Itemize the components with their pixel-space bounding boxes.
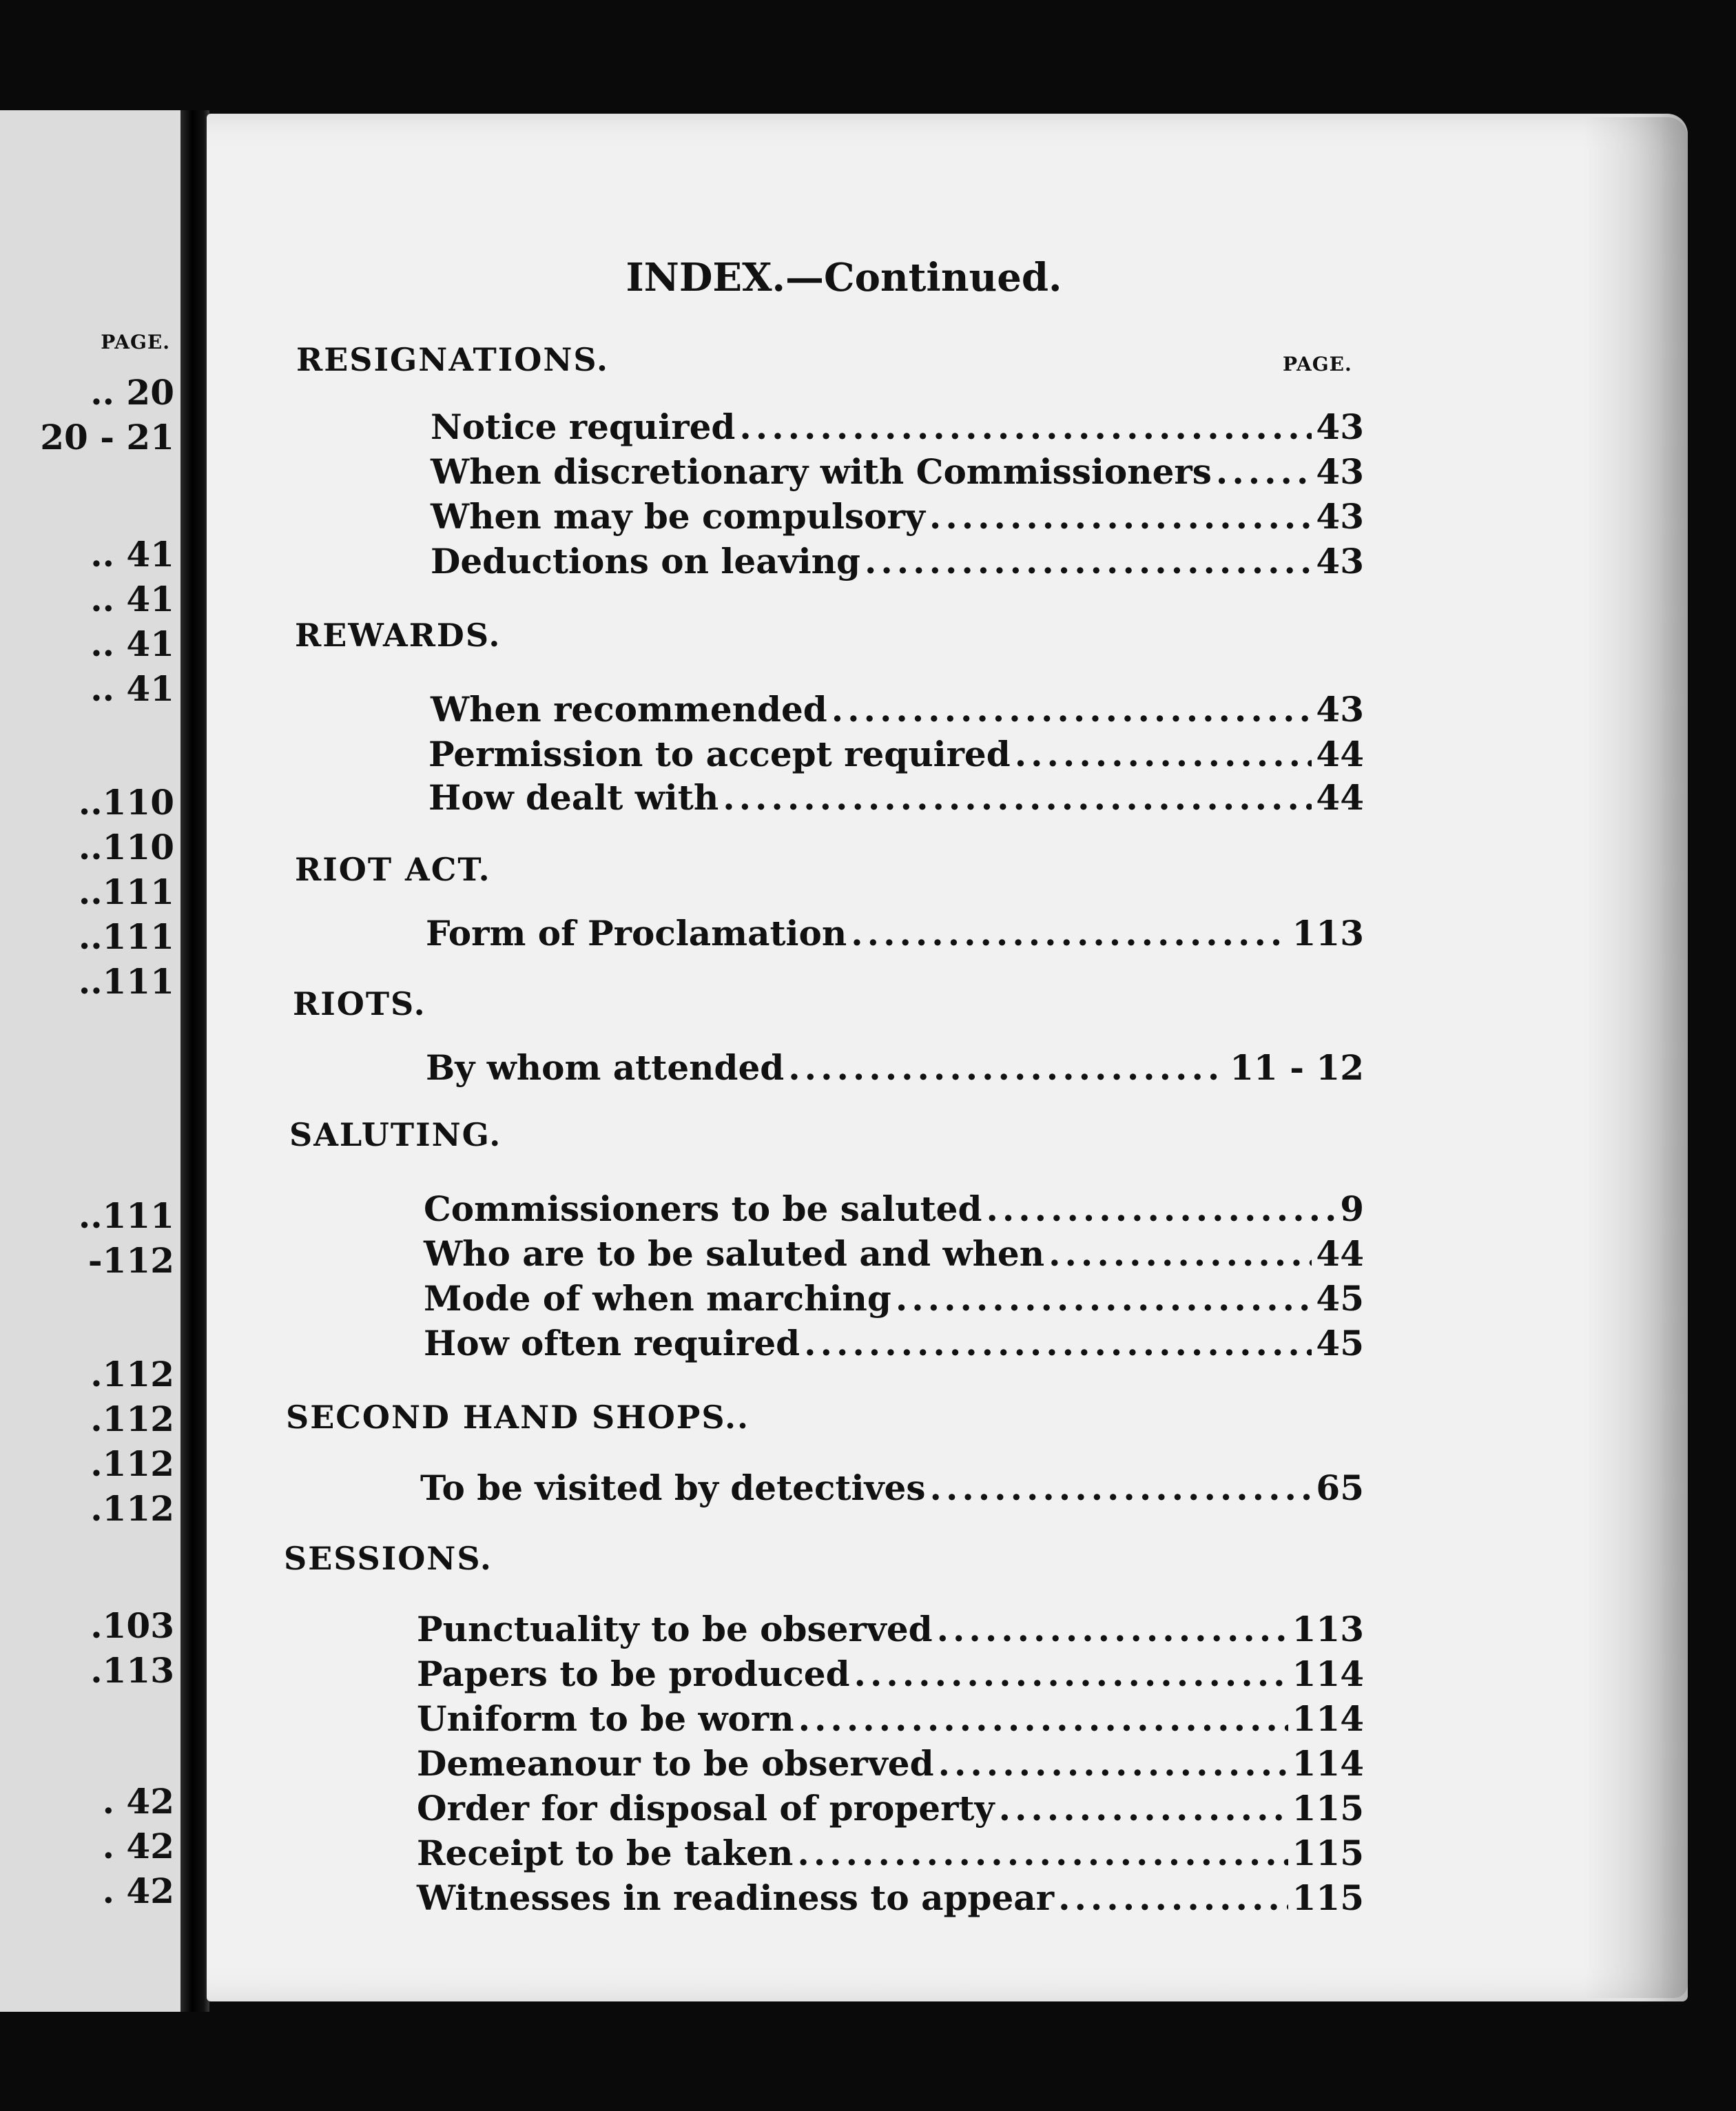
entry-label: Commissioners to be saluted xyxy=(424,1188,982,1229)
entry-page-number: 115 xyxy=(1292,1877,1364,1918)
previous-page-entry: ..111 xyxy=(78,1195,174,1236)
section-heading: SALUTING. xyxy=(289,1116,502,1153)
entry-page-number: 114 xyxy=(1292,1654,1364,1694)
dot-leader xyxy=(804,1323,1312,1363)
dot-leader xyxy=(1048,1233,1312,1274)
index-entry xyxy=(417,1698,1364,1741)
entry-label: When discretionary with Commissioners xyxy=(431,451,1212,492)
page-title: INDEX.—Continued. xyxy=(626,255,1062,300)
section-heading: SECOND HAND SHOPS.. xyxy=(286,1399,750,1436)
dot-leader xyxy=(938,1743,1288,1784)
entry-label: Notice required xyxy=(431,406,736,447)
index-entry xyxy=(417,1788,1364,1831)
entry-page-number: 43 xyxy=(1316,541,1364,581)
previous-page-fragment xyxy=(0,110,183,2012)
entry-label: Witnesses in readiness to appear xyxy=(417,1877,1055,1918)
entry-page-number: 43 xyxy=(1316,689,1364,730)
index-entry xyxy=(420,1468,1364,1510)
entry-page-number: 44 xyxy=(1316,1233,1364,1274)
index-entry xyxy=(431,541,1364,584)
previous-page-entry: .112 xyxy=(90,1488,174,1529)
page-column-heading: PAGE. xyxy=(1283,353,1352,375)
previous-page-entry: .. 41 xyxy=(90,668,174,709)
index-entry xyxy=(431,689,1364,732)
entry-page-number: 9 xyxy=(1340,1188,1364,1229)
previous-page-entry: .. 41 xyxy=(90,624,174,664)
entry-page-number: 65 xyxy=(1316,1468,1364,1508)
entry-page-number: 11 - 12 xyxy=(1230,1047,1364,1088)
index-entry xyxy=(424,1233,1364,1276)
entry-label: When may be compulsory xyxy=(431,496,925,537)
dot-leader xyxy=(999,1788,1288,1829)
previous-page-entry: -112 xyxy=(87,1240,174,1281)
index-entry xyxy=(424,1188,1364,1231)
index-entry xyxy=(417,1609,1364,1651)
entry-label: How dealt with xyxy=(428,777,719,818)
index-entry xyxy=(417,1833,1364,1875)
previous-page-entry: .. 41 xyxy=(90,534,174,575)
entry-page-number: 115 xyxy=(1292,1833,1364,1873)
entry-label: Order for disposal of property xyxy=(417,1788,995,1829)
dot-leader xyxy=(788,1047,1226,1088)
index-entry xyxy=(417,1654,1364,1696)
entry-label: Uniform to be worn xyxy=(417,1698,794,1739)
entry-label: Receipt to be taken xyxy=(417,1833,794,1873)
previous-page-heading: PAGE. xyxy=(101,331,170,353)
previous-page-entry: .. 20 xyxy=(90,372,174,413)
entry-page-number: 45 xyxy=(1316,1278,1364,1319)
entry-label: Mode of when marching xyxy=(424,1278,891,1319)
previous-page-entry: ..111 xyxy=(78,961,174,1002)
page-edge-shadow xyxy=(1584,117,1688,1998)
previous-page-entry: .. 41 xyxy=(90,579,174,619)
section-heading: RIOTS. xyxy=(293,985,426,1022)
entry-label: How often required xyxy=(424,1323,800,1363)
index-entry xyxy=(431,406,1364,449)
dot-leader xyxy=(986,1188,1336,1229)
entry-page-number: 44 xyxy=(1316,734,1364,774)
entry-label: Punctuality to be observed xyxy=(417,1609,933,1649)
dot-leader xyxy=(798,1698,1288,1739)
entry-label: Permission to accept required xyxy=(428,734,1011,774)
index-entry xyxy=(424,1323,1364,1366)
previous-page-entry: 20 - 21 xyxy=(40,417,174,457)
dot-leader xyxy=(854,1654,1288,1694)
entry-label: By whom attended xyxy=(426,1047,785,1088)
entry-page-number: 114 xyxy=(1292,1698,1364,1739)
section-heading: SESSIONS. xyxy=(284,1540,493,1577)
previous-page-entry: . 42 xyxy=(102,1826,174,1866)
dot-leader xyxy=(739,406,1312,447)
entry-page-number: 114 xyxy=(1292,1743,1364,1784)
previous-page-entry: .112 xyxy=(90,1399,174,1439)
section-heading: REWARDS. xyxy=(295,617,502,654)
entry-label: Deductions on leaving xyxy=(431,541,860,581)
dot-leader xyxy=(865,541,1312,581)
section-heading: RESIGNATIONS. xyxy=(296,341,609,378)
index-entry xyxy=(424,1278,1364,1321)
book-gutter xyxy=(180,110,209,2012)
previous-page-entry: .103 xyxy=(90,1605,174,1646)
dot-leader xyxy=(1216,451,1312,492)
index-entry xyxy=(426,1047,1364,1090)
entry-page-number: 43 xyxy=(1316,451,1364,492)
entry-label: Demeanour to be observed xyxy=(417,1743,934,1784)
dot-leader xyxy=(1015,734,1312,774)
entry-page-number: 113 xyxy=(1292,913,1364,954)
previous-page-entry: ..111 xyxy=(78,872,174,912)
entry-page-number: 44 xyxy=(1316,777,1364,818)
entry-label: Who are to be saluted and when xyxy=(424,1233,1045,1274)
dot-leader xyxy=(937,1609,1288,1649)
index-entry xyxy=(426,913,1364,956)
index-entry xyxy=(417,1877,1364,1920)
previous-page-entry: ..110 xyxy=(78,782,174,823)
entry-label: Papers to be produced xyxy=(417,1654,850,1694)
previous-page-entry: ..111 xyxy=(78,916,174,957)
previous-page-entry: .113 xyxy=(90,1650,174,1691)
dot-leader xyxy=(797,1833,1288,1873)
index-entry xyxy=(428,777,1364,820)
entry-label: To be visited by detectives xyxy=(420,1468,926,1508)
dot-leader xyxy=(831,689,1312,730)
previous-page-entry: .112 xyxy=(90,1443,174,1484)
entry-page-number: 43 xyxy=(1316,496,1364,537)
previous-page-entry: . 42 xyxy=(102,1781,174,1822)
index-entry xyxy=(431,496,1364,539)
entry-page-number: 115 xyxy=(1292,1788,1364,1829)
entry-label: When recommended xyxy=(431,689,827,730)
index-entry xyxy=(417,1743,1364,1786)
dot-leader xyxy=(929,496,1312,537)
entry-page-number: 113 xyxy=(1292,1609,1364,1649)
previous-page-entry: .112 xyxy=(90,1354,174,1394)
dot-leader xyxy=(930,1468,1312,1508)
previous-page-entry: ..110 xyxy=(78,827,174,867)
dot-leader xyxy=(896,1278,1312,1319)
previous-page-entry: . 42 xyxy=(102,1871,174,1911)
dot-leader xyxy=(851,913,1288,954)
entry-page-number: 43 xyxy=(1316,406,1364,447)
entry-label: Form of Proclamation xyxy=(426,913,847,954)
dot-leader xyxy=(723,777,1312,818)
index-entry xyxy=(431,451,1364,494)
entry-page-number: 45 xyxy=(1316,1323,1364,1363)
dot-leader xyxy=(1058,1877,1288,1918)
section-heading: RIOT ACT. xyxy=(295,851,491,888)
index-entry xyxy=(428,734,1364,776)
